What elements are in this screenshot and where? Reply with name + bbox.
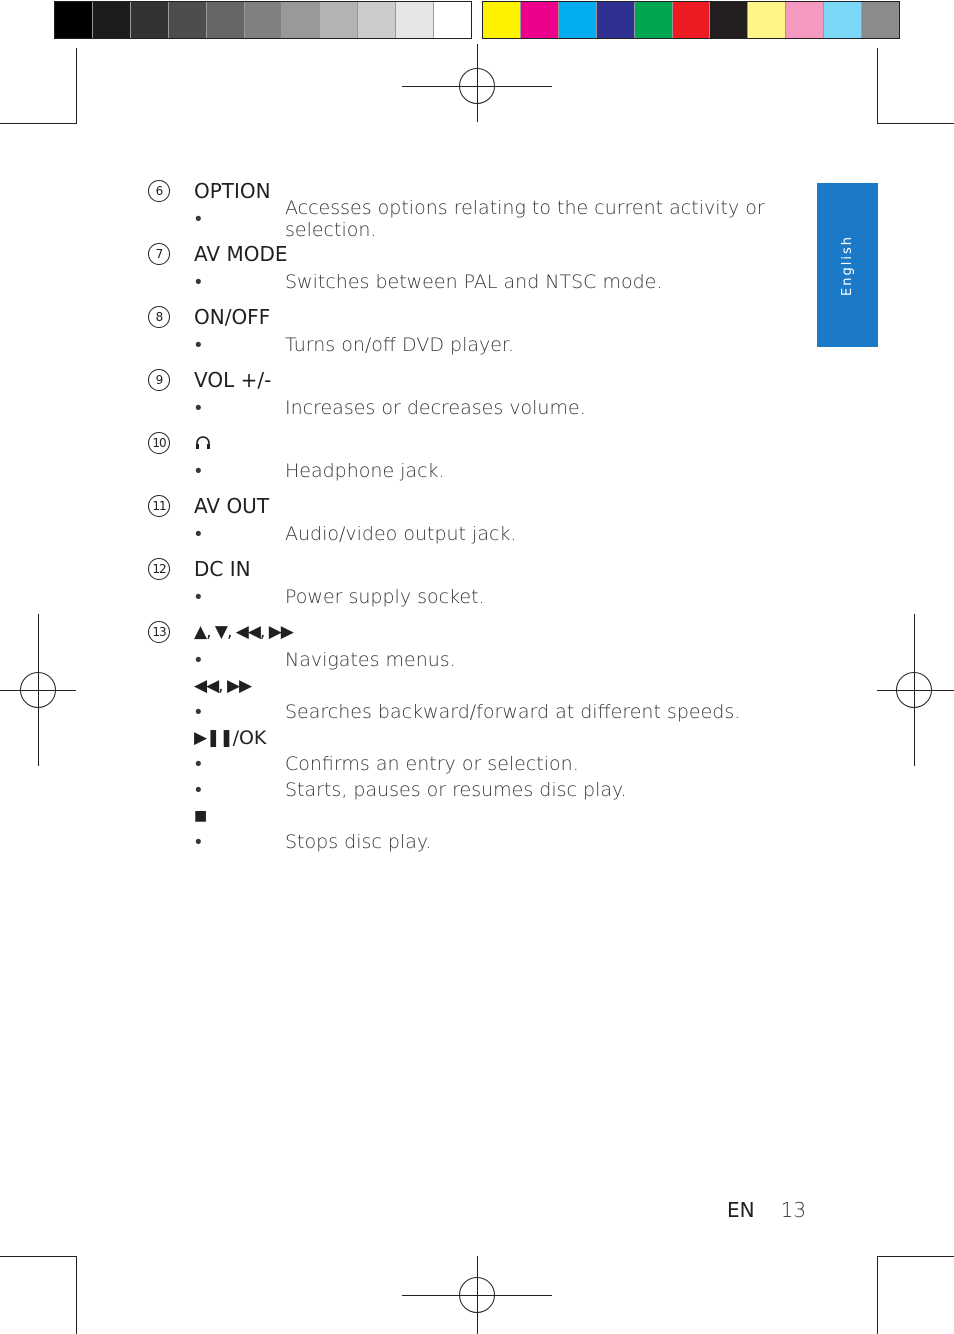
item-description: Turns on/off DVD player. [285,334,515,356]
item-number: 9 [148,369,170,391]
color-swatch [93,2,131,38]
registration-circle [459,68,495,104]
crop-mark [76,48,77,124]
play-pause-icon: ▶❚❚ [194,728,233,748]
item-description: Audio/video output jack. [285,523,517,545]
crop-mark [877,123,954,124]
list-item [148,554,798,610]
list-item [148,428,798,484]
item-title: DC IN [194,557,251,581]
color-swatch [245,2,283,38]
crop-mark [877,48,878,124]
navigation-buttons-icons: ▲, ▼, ◀◀, ▶▶ [194,622,293,642]
list-item [148,302,798,358]
crop-mark [877,1256,954,1257]
list-item [148,239,798,295]
item-number: 6 [148,180,170,202]
item-description: Confirms an entry or selection. [285,753,579,775]
registration-circle [896,672,932,708]
bullet-dot: • [195,830,202,853]
item-description: Accesses options relating to the current activity or selection. [285,197,765,241]
color-swatch [862,2,899,38]
color-swatch [786,2,824,38]
bullet-dot: • [195,585,202,608]
crop-mark [0,123,76,124]
color-swatch [207,2,245,38]
item-number: 8 [148,306,170,328]
item-number: 10 [148,432,170,454]
item-number: 13 [148,621,170,643]
crop-mark [76,1256,77,1334]
item-description: Switches between PAL and NTSC mode. [285,271,663,293]
item-title: VOL +/- [194,368,272,392]
item-description: Headphone jack. [285,460,445,482]
footer-language: EN [727,1198,755,1222]
color-swatch [396,2,434,38]
color-swatch-bar [482,1,900,39]
item-number: 11 [148,495,170,517]
bullet-dot: • [195,778,202,801]
color-swatch [483,2,521,38]
bullet-dot: • [195,700,202,723]
ok-label: /OK [232,727,267,749]
search-buttons-icons: ◀◀, ▶▶ [194,676,252,696]
color-swatch [282,2,320,38]
color-swatch [320,2,358,38]
gray-swatch-bar [54,1,472,39]
crop-mark [877,1256,878,1334]
color-swatch [597,2,635,38]
bullet-dot: • [195,752,202,775]
bullet-dot: • [195,333,202,356]
item-description: Power supply socket. [285,586,485,608]
list-item [148,176,798,241]
color-swatch [55,2,93,38]
color-swatch [824,2,862,38]
list-item [148,491,798,547]
item-title: OPTION [194,179,271,203]
list-item [148,617,798,855]
bullet-dot: • [195,396,202,419]
registration-circle [459,1277,495,1313]
item-description: Stops disc play. [285,831,432,853]
item-description: Starts, pauses or resumes disc play. [285,779,627,801]
color-swatch [673,2,711,38]
bullet-dot: • [195,270,202,293]
registration-circle [20,672,56,708]
controls-list [148,176,798,862]
item-number: 12 [148,558,170,580]
item-description: Navigates menus. [285,649,456,671]
color-swatch [131,2,169,38]
color-swatch [748,2,786,38]
headphone-icon [194,434,212,452]
stop-icon: ■ [194,808,208,824]
bullet-dot: • [195,459,202,482]
page-footer [727,1198,806,1222]
color-swatch [559,2,597,38]
item-title: AV OUT [194,494,270,518]
crop-mark [0,1256,76,1257]
color-swatch [521,2,559,38]
item-number: 7 [148,243,170,265]
color-swatch [434,2,471,38]
language-tab-label: English [839,234,855,296]
list-item [148,365,798,421]
page-number: 13 [780,1198,807,1222]
item-description: Increases or decreases volume. [285,397,586,419]
color-swatch [635,2,673,38]
color-swatch [710,2,748,38]
item-title: AV MODE [194,242,288,266]
item-title: ON/OFF [194,305,271,329]
color-swatch [358,2,396,38]
bullet-dot: • [195,207,202,230]
bullet-dot: • [195,648,202,671]
bullet-dot: • [195,522,202,545]
item-description: Searches backward/forward at different speeds. [285,701,741,723]
language-tab [817,183,878,347]
color-swatch [169,2,207,38]
